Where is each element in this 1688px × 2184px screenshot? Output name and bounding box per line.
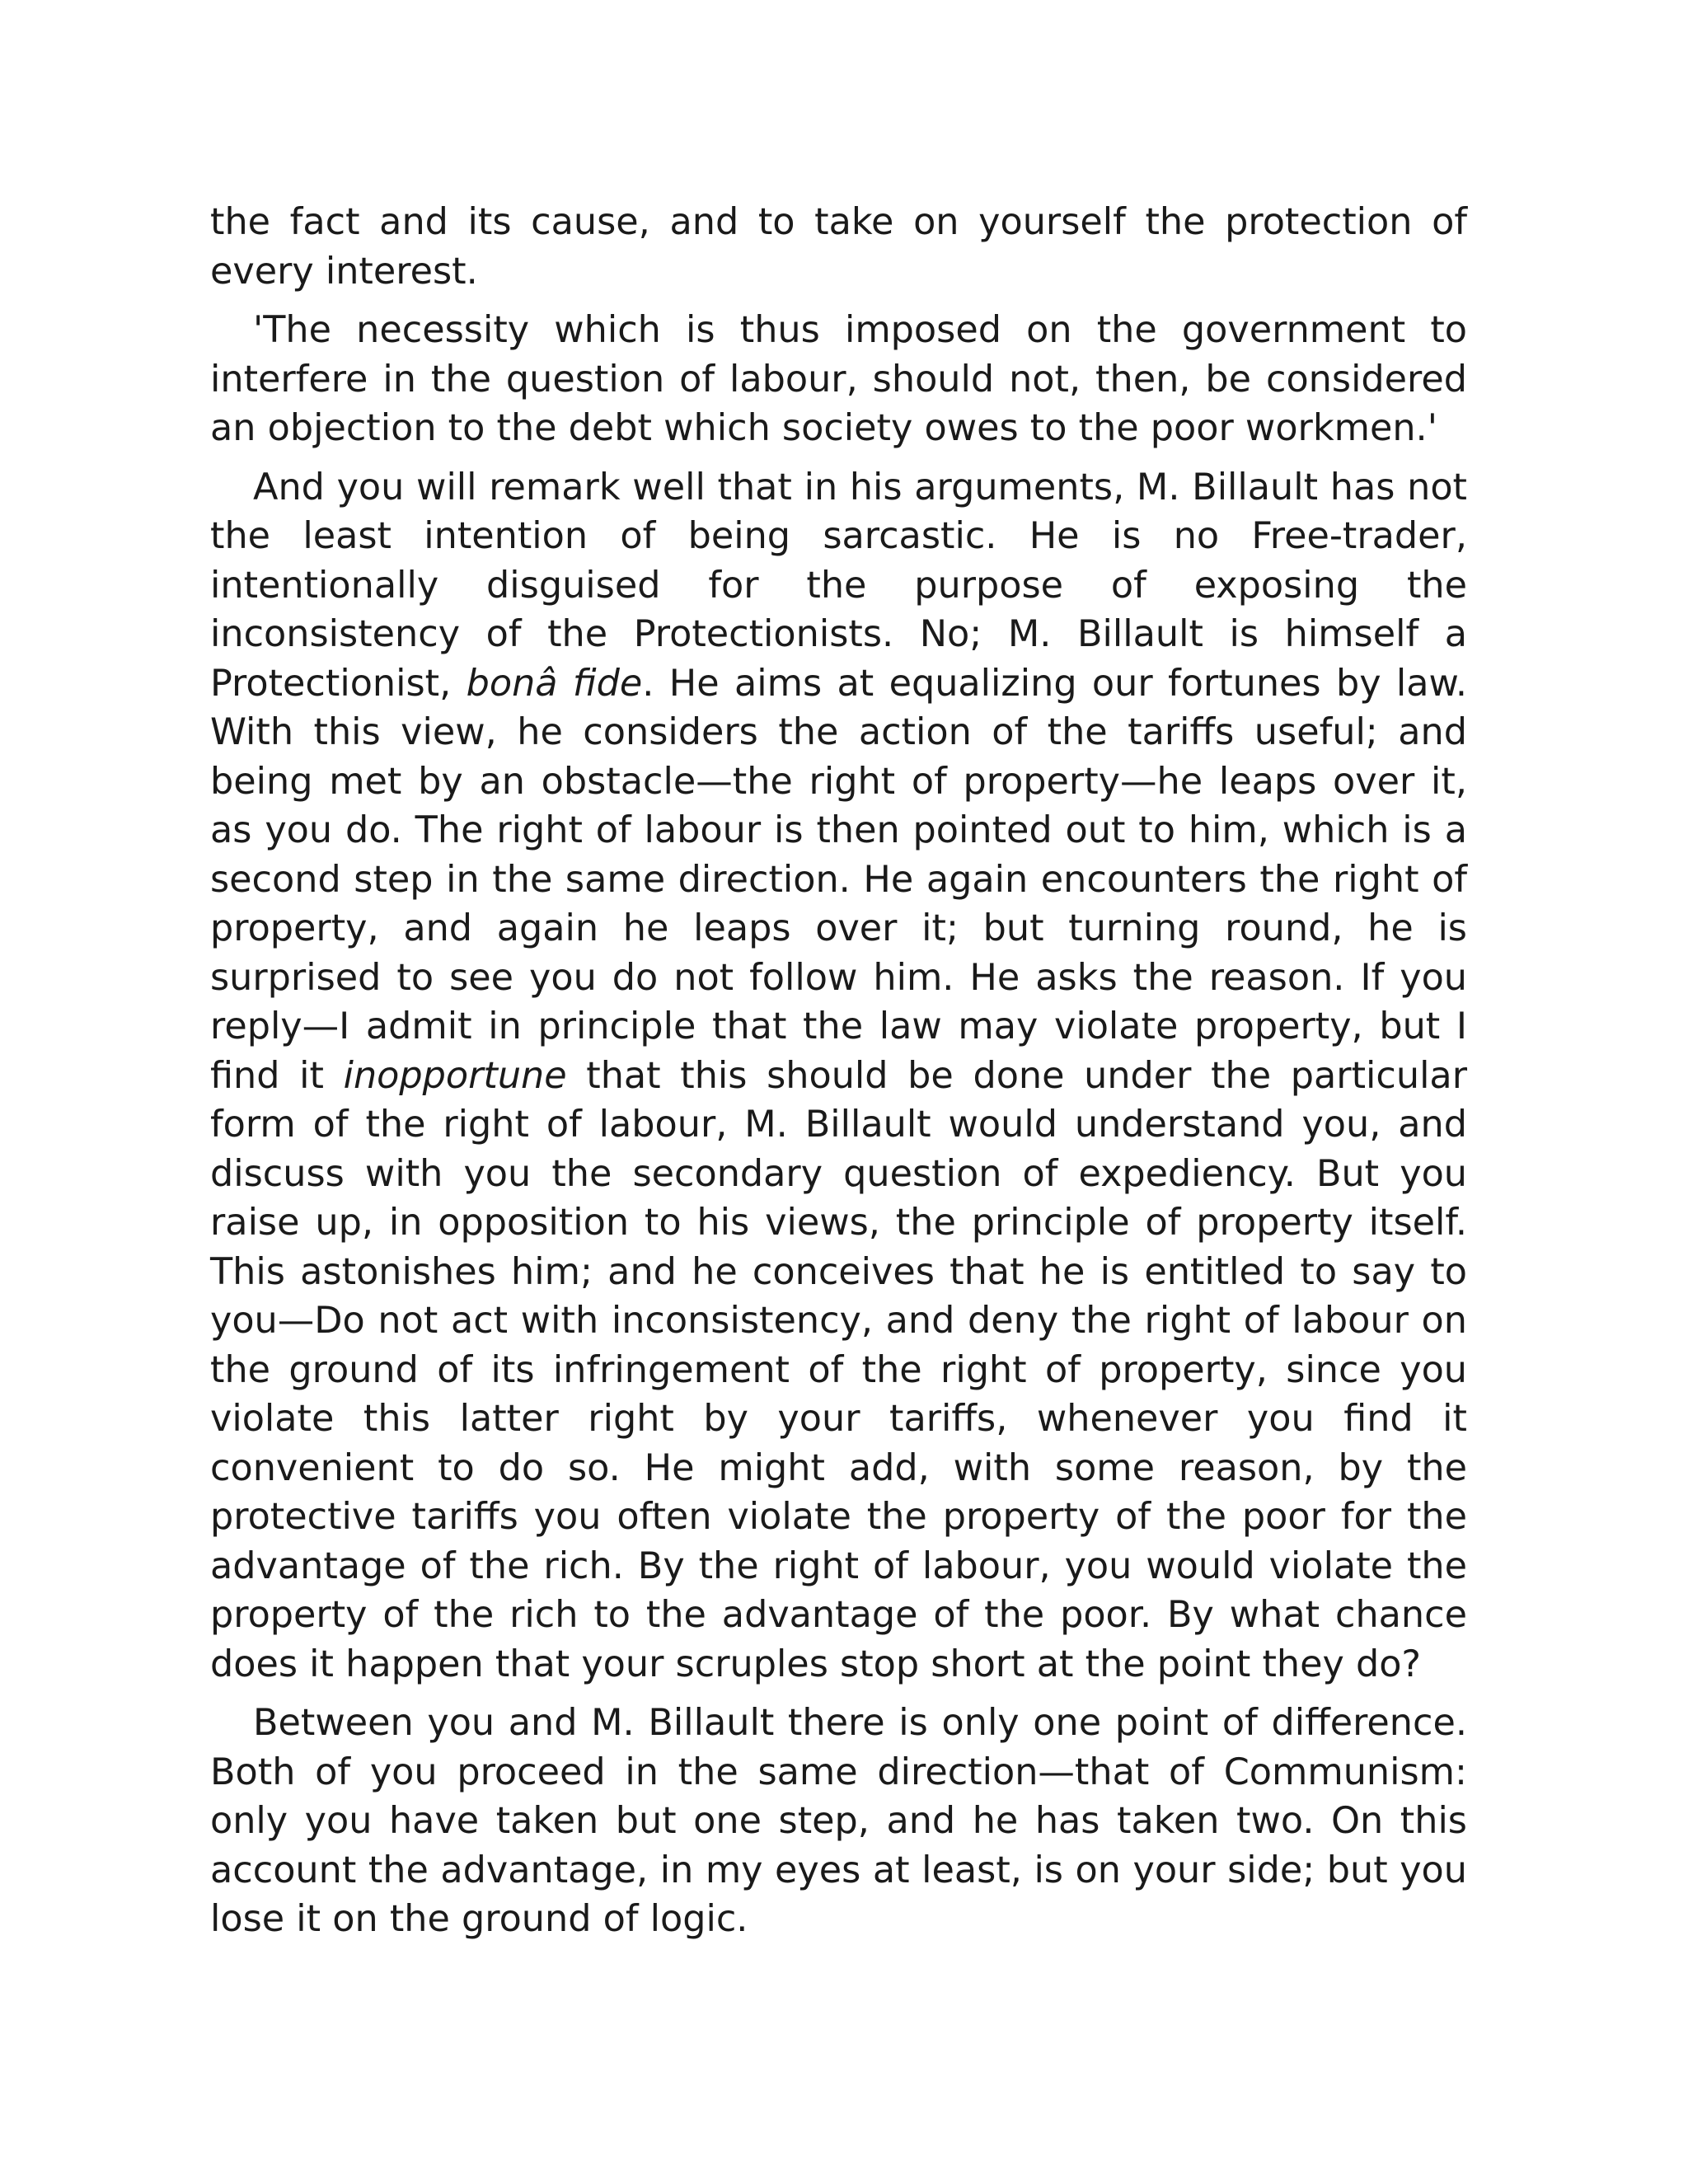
paragraph-2	[210, 306, 1467, 453]
paragraph-4-text: Between you and M. Billault there is only one point of difference. Both of you proceed in the same direction—that of Communism: only you have taken but one step, and he has taken two. On this account the advantage, in my eyes at least, is on your side; but you lose it on the ground of logic.	[210, 1702, 1467, 1940]
paragraph-2-text: 'The necessity which is thus imposed on the government to interfere in the question of labour, should not, then, be considered an objection to the debt which society owes to the poor workmen.'	[210, 309, 1467, 449]
paragraph-3-text-a: And you will remark well that in his arguments, M. Billault has not the least intention of being sarcastic. He is no Free-trader, intentionally disguised for the purpose of exposing the inconsistency of the Protectionists. No; M. Billault is himself a Protectionist,	[210, 466, 1467, 705]
paragraph-1	[210, 198, 1467, 296]
paragraph-3	[210, 463, 1467, 1690]
italic-phrase-bona-fide: bonâ fide	[466, 662, 643, 705]
paragraph-3-text-b: . He aims at equalizing our fortunes by law. With this view, he considers the action of the tariffs useful; and being met by an obstacle—the right of property—he leaps over it, as you do. The right of labour is then pointed out to him, which is a second step in the same direction. He again encounters the right of property, and again he leaps over it; but turning round, he is surprised to see you do not follow him. He asks the reason. If you reply—I admit in principle that the law may violate property, but I find it	[210, 662, 1467, 1097]
italic-word-inopportune: inopportune	[343, 1054, 567, 1097]
document-page	[210, 198, 1467, 1954]
paragraph-1-text: the fact and its cause, and to take on yourself the protection of every interest.	[210, 201, 1467, 293]
paragraph-4	[210, 1699, 1467, 1944]
paragraph-3-text-c: that this should be done under the particular form of the right of labour, M. Billault would understand you, and discuss with you the secondary question of expediency. But you raise up, in opposition to his views, the principle of property itself. This astonishes him; and he conceives that he is entitled to say to you—Do not act with inconsistency, and deny the right of labour on the ground of its infringement of the right of property, since you violate this latter right by your tariffs, whenever you find it convenient to do so. He might add, with some reason, by the protective tariffs you often violate the property of the poor for the advantage of the rich. By the right of labour, you would violate the property of the rich to the advantage of the poor. By what chance does it happen that your scruples stop short at the point they do?	[210, 1054, 1467, 1685]
